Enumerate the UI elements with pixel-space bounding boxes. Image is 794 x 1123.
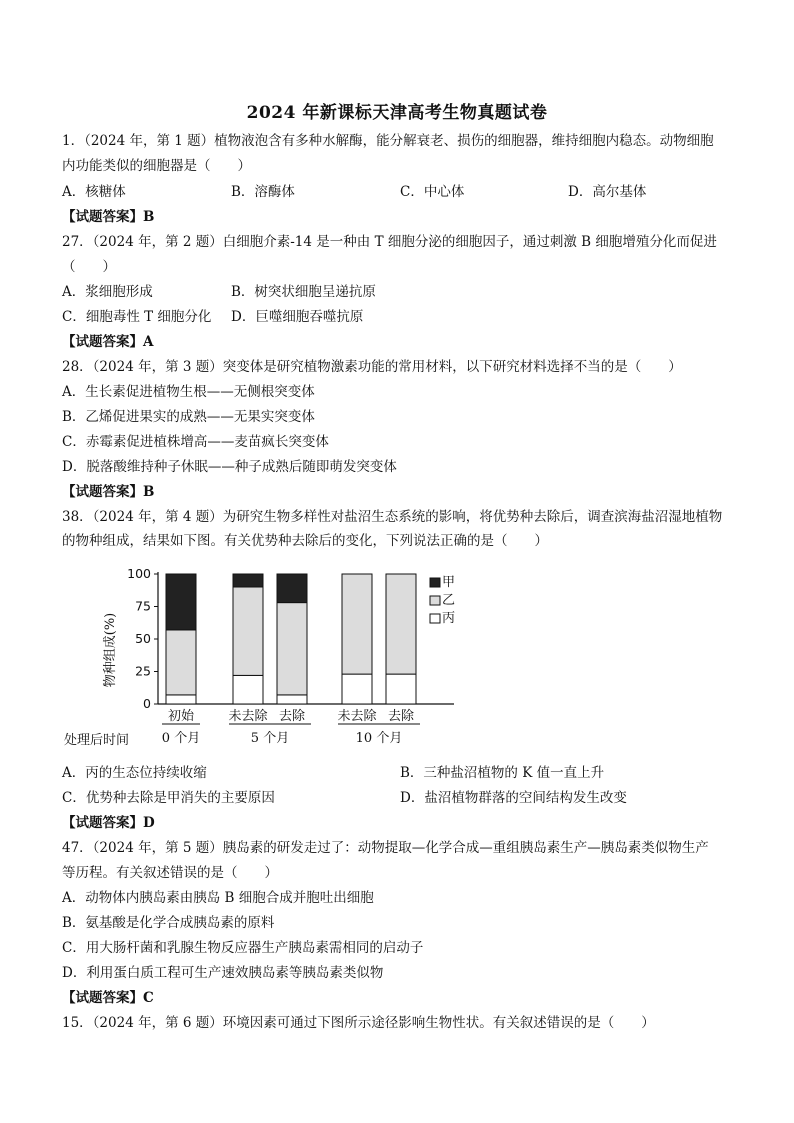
q1-option-c: C．中心体 xyxy=(400,184,465,200)
x-category-label: 未去除 xyxy=(337,709,377,724)
bar-segment-丙 xyxy=(277,695,307,704)
page-title: 2024 年新课标天津高考生物真题试卷 xyxy=(246,103,548,123)
y-tick-label: 75 xyxy=(135,598,151,614)
group-label: 0 个月 xyxy=(161,731,201,746)
bar-segment-丙 xyxy=(233,675,263,704)
q2-option-c: C．细胞毒性 T 细胞分化 xyxy=(62,309,212,325)
chart-bars xyxy=(166,574,416,724)
q1-stem-line1: 1．（2024 年，第 1 题）植物液泡含有多种水解酶，能分解衰老、损伤的细胞器，维持细胞内稳态。动物细胞 xyxy=(62,133,714,149)
q4-option-b: B．三种盐沼植物的 K 值一直上升 xyxy=(400,765,605,781)
bar-segment-甲 xyxy=(277,574,307,603)
chart-legend xyxy=(430,575,455,626)
q4-option-d: D．盐沼植物群落的空间结构发生改变 xyxy=(400,790,627,806)
bar-segment-乙 xyxy=(386,574,416,674)
y-tick-label: 50 xyxy=(135,631,151,646)
q3-option-c: C．赤霉素促进植株增高——麦苗疯长突变体 xyxy=(62,434,329,450)
x-category-label: 去除 xyxy=(278,709,306,724)
legend-label: 丙 xyxy=(442,611,456,626)
group-label: 10 个月 xyxy=(355,731,403,746)
q5-option-b: B．氨基酸是化学合成胰岛素的原料 xyxy=(62,915,275,931)
y-tick-label: 25 xyxy=(135,663,151,679)
q4-option-a: A．丙的生态位持续收缩 xyxy=(62,765,207,781)
q2-option-b: B．树突状细胞呈递抗原 xyxy=(231,284,376,300)
q5-option-a: A．动物体内胰岛素由胰岛 B 细胞合成并胞吐出细胞 xyxy=(62,890,374,906)
bar-segment-丙 xyxy=(386,674,416,704)
q2-stem-line2: （ ） xyxy=(62,259,116,275)
legend-label: 甲 xyxy=(442,575,456,590)
bar-segment-乙 xyxy=(277,603,307,695)
chart-x-label: 处理后时间 xyxy=(64,733,130,748)
legend-swatch xyxy=(430,596,440,605)
q3-option-d: D．脱落酸维持种子休眠——种子成熟后随即萌发突变体 xyxy=(62,459,397,475)
q1-answer: 【试题答案】B xyxy=(62,209,155,225)
q1-option-d: D．高尔基体 xyxy=(568,184,647,200)
bar-segment-甲 xyxy=(166,574,196,630)
q4-stem-line1: 38．（2024 年，第 4 题）为研究生物多样性对盐沼生态系统的影响，将优势种去除后，调查滨海盐沼湿地植物 xyxy=(62,509,723,525)
chart-y-label: 物种组成(%) xyxy=(103,612,118,688)
bar-segment-丙 xyxy=(342,674,372,704)
q3-option-a: A．生长素促进植物生根——无侧根突变体 xyxy=(62,384,315,400)
bar-segment-乙 xyxy=(233,587,263,675)
bar-segment-乙 xyxy=(166,630,196,695)
y-tick-label: 100 xyxy=(127,566,151,581)
x-category-label: 未去除 xyxy=(228,709,268,724)
bar-segment-丙 xyxy=(166,695,196,704)
legend-swatch xyxy=(430,578,440,587)
bar-segment-乙 xyxy=(342,574,372,674)
q1-option-a: A．核糖体 xyxy=(62,184,126,200)
q2-answer: 【试题答案】A xyxy=(62,334,154,350)
q1-stem-line2: 内功能类似的细胞器是（ ） xyxy=(62,158,251,174)
group-label: 5 个月 xyxy=(250,731,290,746)
legend-label: 乙 xyxy=(442,593,456,608)
q4-stem-line2: 的物种组成，结果如下图。有关优势种去除后的变化，下列说法正确的是（ ） xyxy=(62,533,548,549)
species-composition-chart xyxy=(62,558,462,753)
q6-stem-line1: 15．（2024 年，第 6 题）环境因素可通过下图所示途径影响生物性状。有关叙述错误的是（ ） xyxy=(62,1015,655,1031)
q5-stem-line1: 47．（2024 年，第 5 题）胰岛素的研发走过了：动物提取—化学合成—重组胰岛素生产—胰岛素类似物生产 xyxy=(62,840,709,856)
q4-answer: 【试题答案】D xyxy=(62,815,155,831)
q2-option-a: A．浆细胞形成 xyxy=(62,284,153,300)
q3-stem-line1: 28．（2024 年，第 3 题）突变体是研究植物激素功能的常用材料，以下研究材料选择不当的是（ ） xyxy=(62,359,682,375)
q5-stem-line2: 等历程。有关叙述错误的是（ ） xyxy=(62,865,278,881)
q3-answer: 【试题答案】B xyxy=(62,484,155,500)
q5-option-c: C．用大肠杆菌和乳腺生物反应器生产胰岛素需相同的启动子 xyxy=(62,940,424,956)
y-tick-label: 0 xyxy=(143,696,151,711)
x-category-label: 初始 xyxy=(167,709,195,724)
q2-option-d: D．巨噬细胞吞噬抗原 xyxy=(231,309,364,325)
legend-swatch xyxy=(430,614,440,623)
q4-option-c: C．优势种去除是甲消失的主要原因 xyxy=(62,790,275,806)
q1-option-b: B．溶酶体 xyxy=(231,184,295,200)
q5-option-d: D．利用蛋白质工程可生产速效胰岛素等胰岛素类似物 xyxy=(62,965,384,981)
q3-option-b: B．乙烯促进果实的成熟——无果实突变体 xyxy=(62,409,315,425)
q5-answer: 【试题答案】C xyxy=(62,990,154,1006)
bar-segment-甲 xyxy=(233,574,263,587)
q2-stem-line1: 27．（2024 年，第 2 题）白细胞介素-14 是一种由 T 细胞分泌的细胞因子，通过刺激 B 细胞增殖分化而促进 xyxy=(62,234,717,250)
x-category-label: 去除 xyxy=(387,709,415,724)
